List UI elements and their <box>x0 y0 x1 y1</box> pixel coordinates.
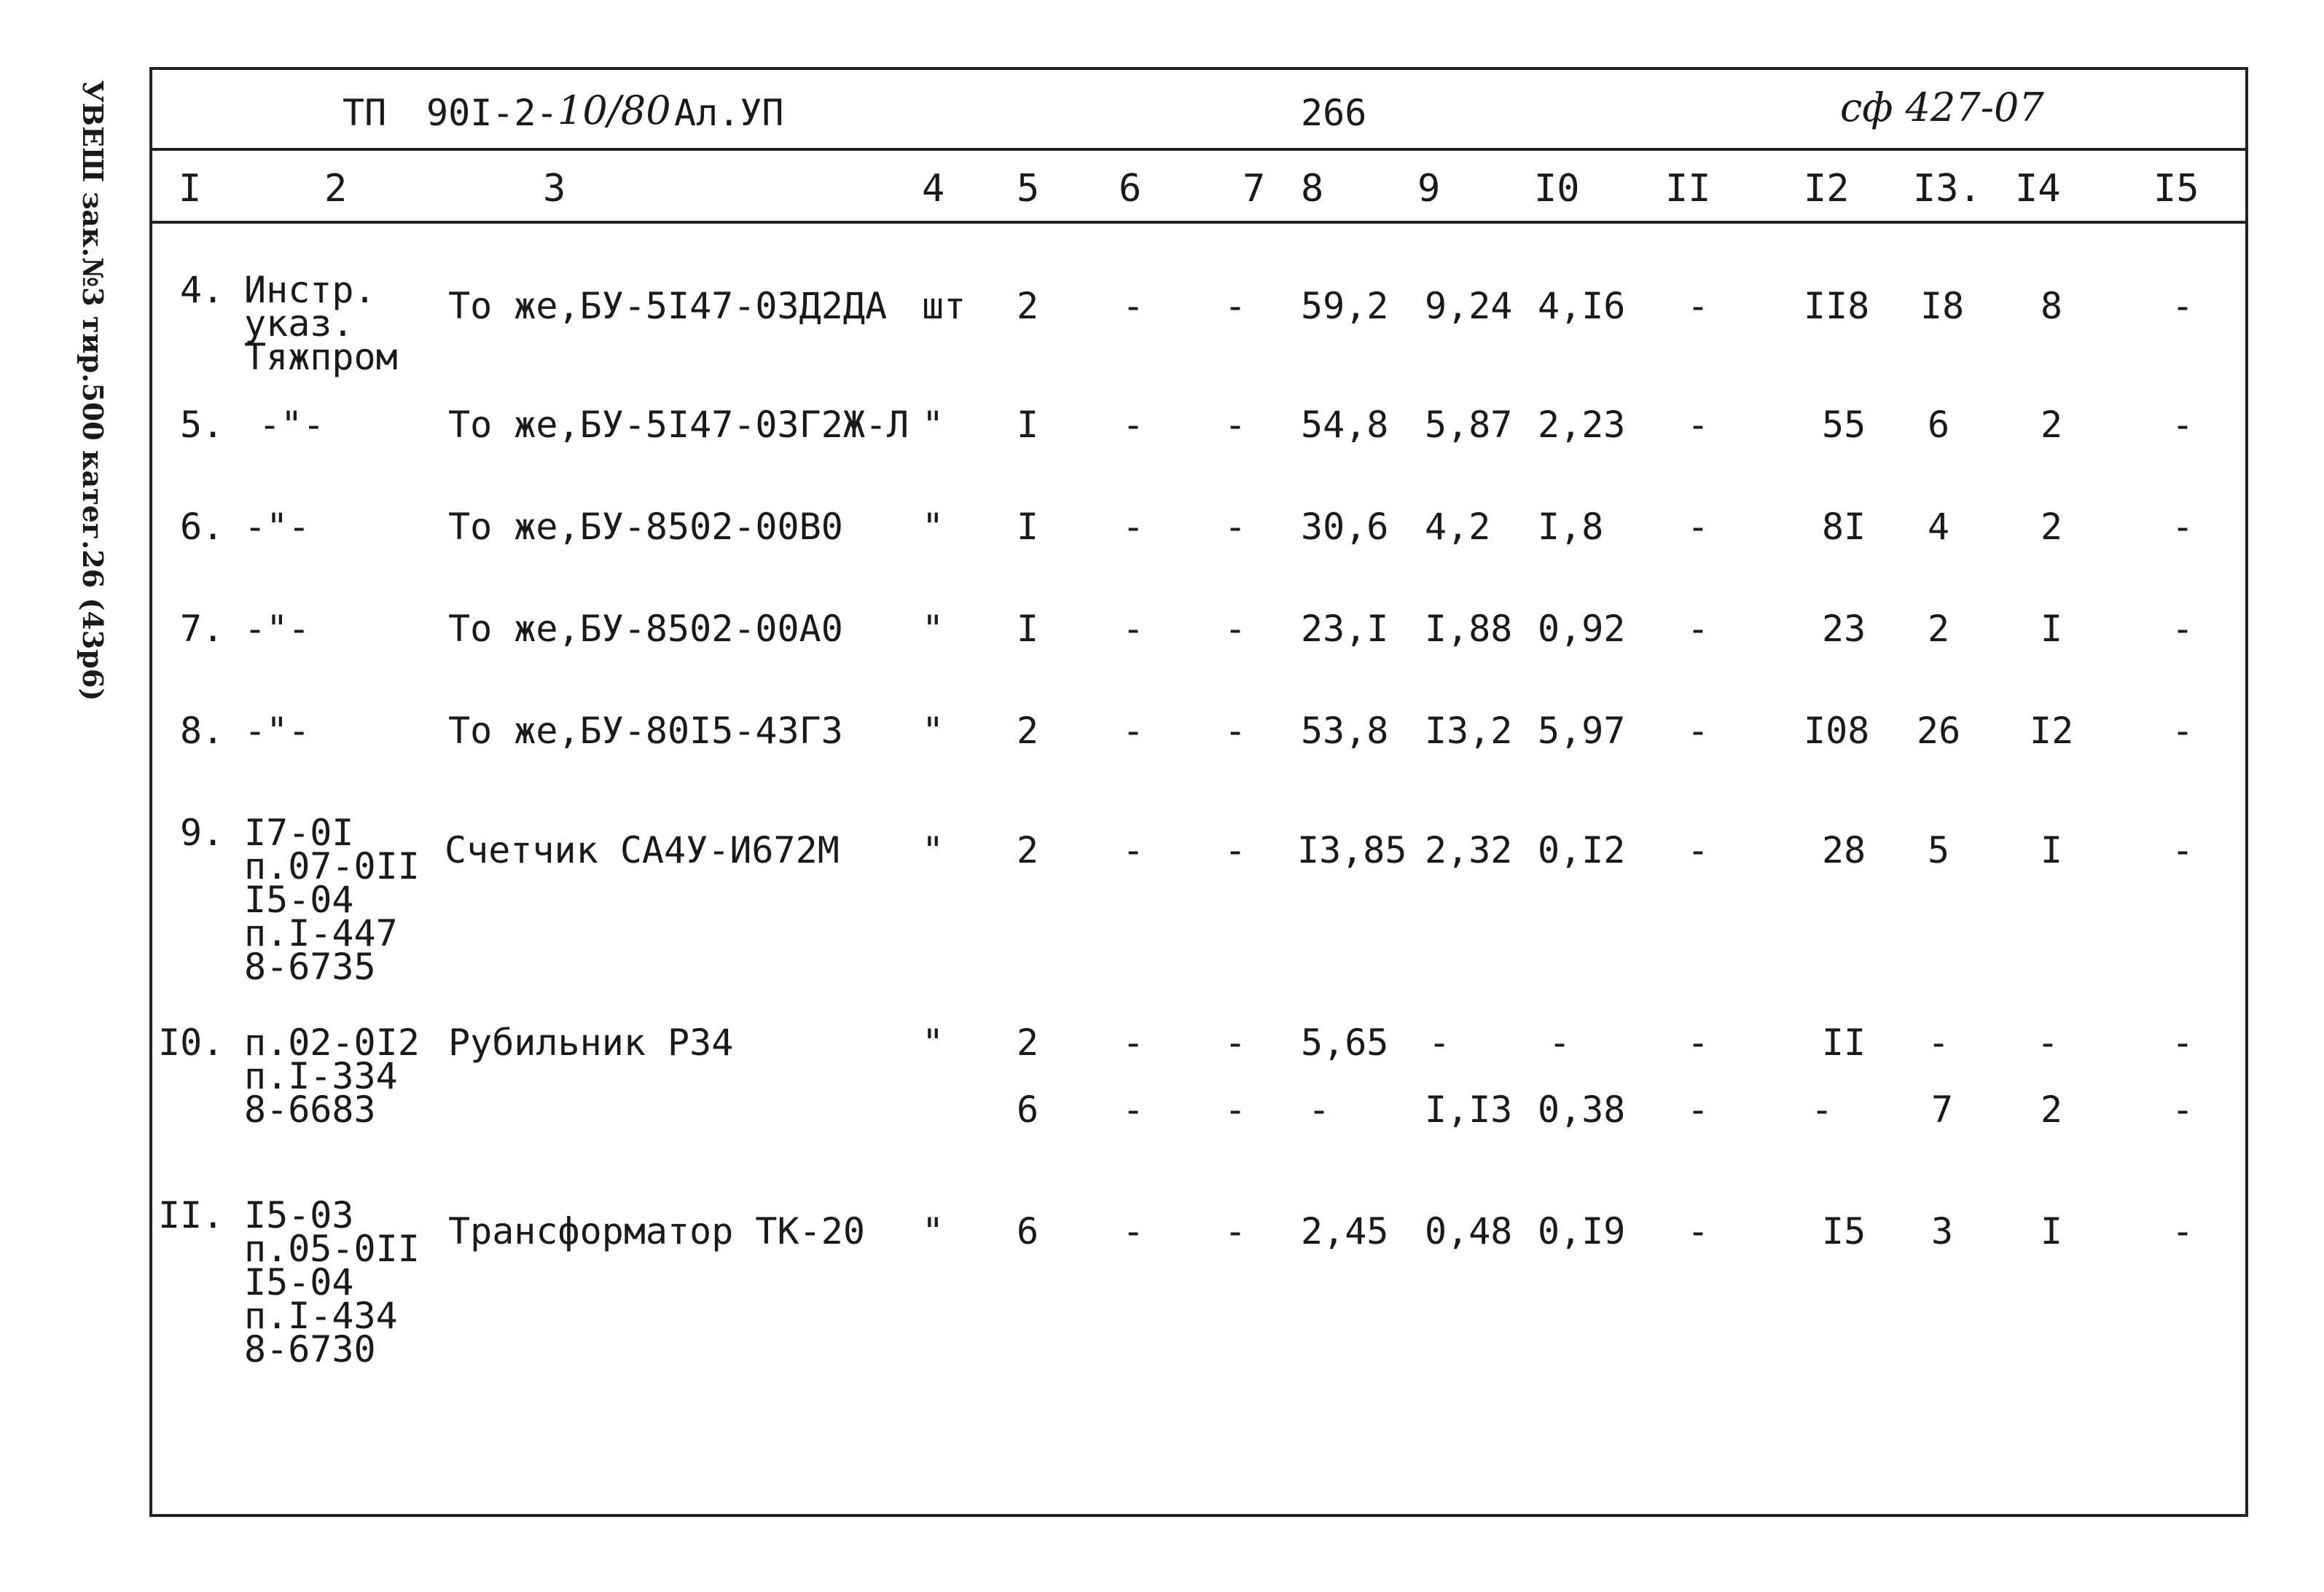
row-col-14: I2 <box>2030 710 2074 752</box>
col-header-4: 4 <box>922 167 945 211</box>
title-doc-suffix: Ал.УП <box>674 92 784 134</box>
row-name: Рубильник Р34 <box>448 1022 734 1064</box>
row-reference: -"- <box>244 608 310 650</box>
row-reference: -"- <box>244 710 310 752</box>
row-col-6: - <box>1122 506 1145 548</box>
row-col-7: - <box>1224 608 1247 650</box>
row-col-12: I5 <box>1822 1210 1866 1252</box>
row-col-9: 2,32 <box>1425 829 1513 871</box>
row-unit: " <box>922 404 944 446</box>
row-col-13: 7 <box>1931 1089 1954 1131</box>
row-col-5: I <box>1017 506 1039 548</box>
row-name: То же,БУ-5I47-03Г2Ж-Л <box>448 404 909 446</box>
page-number: 266 <box>1301 92 1367 134</box>
row-col-15: - <box>2172 506 2194 548</box>
row-number: 9. <box>180 812 224 854</box>
row-reference: п.02-0I2 п.I-334 8-6683 <box>244 1022 420 1131</box>
col-header-3: 3 <box>543 167 566 211</box>
row-col-8: 53,8 <box>1301 710 1389 752</box>
row-col-8: 5,65 <box>1301 1022 1389 1064</box>
side-note <box>44 80 160 702</box>
row-unit: " <box>922 506 944 548</box>
row-col-9: 9,24 <box>1425 285 1513 327</box>
row-col-11: - <box>1687 1089 1710 1131</box>
row-col-8: I3,85 <box>1297 829 1407 871</box>
col-header-15: I5 <box>2153 167 2199 211</box>
row-col-14: 2 <box>2041 506 2063 548</box>
row-col-10: 4,I6 <box>1538 285 1626 327</box>
row-col-9: 0,48 <box>1425 1210 1513 1252</box>
row-col-15: - <box>2172 829 2194 871</box>
row-col-13: - <box>1928 1022 1950 1064</box>
row-col-15: - <box>2172 1022 2194 1064</box>
row-col-14: - <box>2037 1022 2059 1064</box>
row-unit: " <box>922 1022 944 1064</box>
row-col-10: 0,92 <box>1538 608 1626 650</box>
row-col-5: I <box>1017 404 1039 446</box>
row-col-13: 3 <box>1931 1210 1954 1252</box>
row-col-15: - <box>2172 404 2194 446</box>
row-number: II. <box>158 1194 224 1236</box>
row-reference: I7-0I п.07-0II I5-04 п.I-447 8-6735 <box>244 812 420 988</box>
row-name: То же,БУ-8502-00В0 <box>448 506 843 548</box>
row-col-11: - <box>1687 285 1710 327</box>
col-header-6: 6 <box>1119 167 1142 211</box>
row-col-14: I <box>2041 829 2063 871</box>
row-col-5: 2 <box>1017 1022 1039 1064</box>
row-col-15: - <box>2172 1089 2194 1131</box>
col-header-12: I2 <box>1804 167 1850 211</box>
row-col-7: - <box>1224 829 1247 871</box>
row-number: 5. <box>180 404 224 446</box>
row-name: То же,БУ-80I5-43Г3 <box>448 710 843 752</box>
col-header-13: I3. <box>1913 167 1981 211</box>
row-col-9: I,88 <box>1425 608 1513 650</box>
row-col-5: 6 <box>1017 1089 1039 1131</box>
row-col-11: - <box>1687 1210 1710 1252</box>
col-header-9: 9 <box>1417 167 1441 211</box>
row-col-5: 2 <box>1017 710 1039 752</box>
row-col-12: I08 <box>1804 710 1870 752</box>
row-col-6: - <box>1122 1210 1145 1252</box>
row-number: 6. <box>180 506 224 548</box>
col-header-7: 7 <box>1243 167 1266 211</box>
col-header-10: I0 <box>1534 167 1580 211</box>
row-number: I0. <box>158 1022 224 1064</box>
row-col-7: - <box>1224 285 1247 327</box>
row-col-8: 23,I <box>1301 608 1389 650</box>
col-header-1: I <box>179 167 202 211</box>
row-col-10: I,8 <box>1538 506 1604 548</box>
row-col-7: - <box>1224 404 1247 446</box>
row-col-7: - <box>1224 1089 1247 1131</box>
row-col-12: 23 <box>1822 608 1866 650</box>
row-col-6: - <box>1122 1089 1145 1131</box>
row-reference: Инстр. указ. Тяжпром <box>244 269 398 378</box>
col-header-2: 2 <box>324 167 348 211</box>
row-col-6: - <box>1122 608 1145 650</box>
row-reference: -"- <box>259 404 325 446</box>
row-col-10: 0,I2 <box>1538 829 1626 871</box>
row-name: Трансформатор ТК-20 <box>448 1210 865 1252</box>
row-col-10: - <box>1549 1022 1571 1064</box>
row-col-8: 30,6 <box>1301 506 1389 548</box>
row-col-15: - <box>2172 608 2194 650</box>
row-col-14: I <box>2041 1210 2063 1252</box>
row-col-13: 6 <box>1928 404 1950 446</box>
row-reference: -"- <box>244 506 310 548</box>
row-col-13: 26 <box>1917 710 1961 752</box>
row-col-5: I <box>1017 608 1039 650</box>
row-unit: " <box>922 829 944 871</box>
row-col-12: 28 <box>1822 829 1866 871</box>
row-unit: " <box>922 608 944 650</box>
col-header-14: I4 <box>2015 167 2061 211</box>
row-number: 4. <box>180 269 224 311</box>
row-col-9: I3,2 <box>1425 710 1513 752</box>
row-col-10: 0,38 <box>1538 1089 1626 1131</box>
side-note-text: УВЕШ зак.№3 тир.500 катег.26 (43р6) <box>77 80 109 702</box>
row-col-9: 5,87 <box>1425 404 1513 446</box>
title-prefix: ТП <box>343 92 387 134</box>
col-header-8: 8 <box>1301 167 1324 211</box>
col-header-11: II <box>1665 167 1711 211</box>
row-col-13: 2 <box>1928 608 1950 650</box>
row-col-6: - <box>1122 404 1145 446</box>
row-col-9: I,I3 <box>1425 1089 1513 1131</box>
row-col-11: - <box>1687 829 1710 871</box>
row-col-10: 5,97 <box>1538 710 1626 752</box>
row-col-6: - <box>1122 829 1145 871</box>
row-col-7: - <box>1224 1022 1247 1064</box>
row-col-13: 5 <box>1928 829 1950 871</box>
title-row <box>149 67 2248 151</box>
row-col-11: - <box>1687 506 1710 548</box>
row-col-12: 55 <box>1822 404 1866 446</box>
row-col-8: - <box>1308 1089 1331 1131</box>
row-number: 7. <box>180 608 224 650</box>
row-name: То же,БУ-5I47-03Д2ДА <box>448 285 888 327</box>
row-col-10: 2,23 <box>1538 404 1626 446</box>
row-col-11: - <box>1687 710 1710 752</box>
row-col-12: II8 <box>1804 285 1870 327</box>
col-header-5: 5 <box>1017 167 1040 211</box>
row-reference: I5-03 п.05-0II I5-04 п.I-434 8-6730 <box>244 1194 420 1371</box>
row-col-6: - <box>1122 285 1145 327</box>
row-col-11: - <box>1687 1022 1710 1064</box>
row-col-14: 2 <box>2041 404 2063 446</box>
row-col-7: - <box>1224 1210 1247 1252</box>
row-unit: шт <box>922 285 966 327</box>
row-col-11: - <box>1687 608 1710 650</box>
row-col-15: - <box>2172 285 2194 327</box>
row-col-10: 0,I9 <box>1538 1210 1626 1252</box>
row-col-8: 54,8 <box>1301 404 1389 446</box>
title-doc-code: 90I-2- <box>426 92 558 134</box>
row-col-7: - <box>1224 506 1247 548</box>
row-col-5: 2 <box>1017 285 1039 327</box>
row-name: Счетчик СА4У-И672М <box>445 829 840 871</box>
row-col-6: - <box>1122 710 1145 752</box>
row-col-5: 2 <box>1017 829 1039 871</box>
row-number: 8. <box>180 710 224 752</box>
row-unit: " <box>922 1210 944 1252</box>
row-col-8: 59,2 <box>1301 285 1389 327</box>
row-col-15: - <box>2172 1210 2194 1252</box>
row-col-9: - <box>1428 1022 1451 1064</box>
row-col-8: 2,45 <box>1301 1210 1389 1252</box>
title-doc-hand: 10/80 <box>557 87 671 133</box>
row-col-12: 8I <box>1822 506 1866 548</box>
row-col-15: - <box>2172 710 2194 752</box>
row-col-7: - <box>1224 710 1247 752</box>
row-unit: " <box>922 710 944 752</box>
row-col-11: - <box>1687 404 1710 446</box>
row-col-5: 6 <box>1017 1210 1039 1252</box>
row-col-9: 4,2 <box>1425 506 1491 548</box>
row-name: То же,БУ-8502-00А0 <box>448 608 843 650</box>
row-col-14: 2 <box>2041 1089 2063 1131</box>
row-col-13: I8 <box>1920 285 1965 327</box>
row-col-13: 4 <box>1928 506 1950 548</box>
row-col-12: - <box>1811 1089 1834 1131</box>
row-col-12: II <box>1822 1022 1866 1064</box>
row-col-6: - <box>1122 1022 1145 1064</box>
column-header-row <box>149 151 2248 224</box>
title-right-code: сф 427-07 <box>1840 85 2044 130</box>
row-col-14: 8 <box>2041 285 2063 327</box>
row-col-14: I <box>2041 608 2063 650</box>
